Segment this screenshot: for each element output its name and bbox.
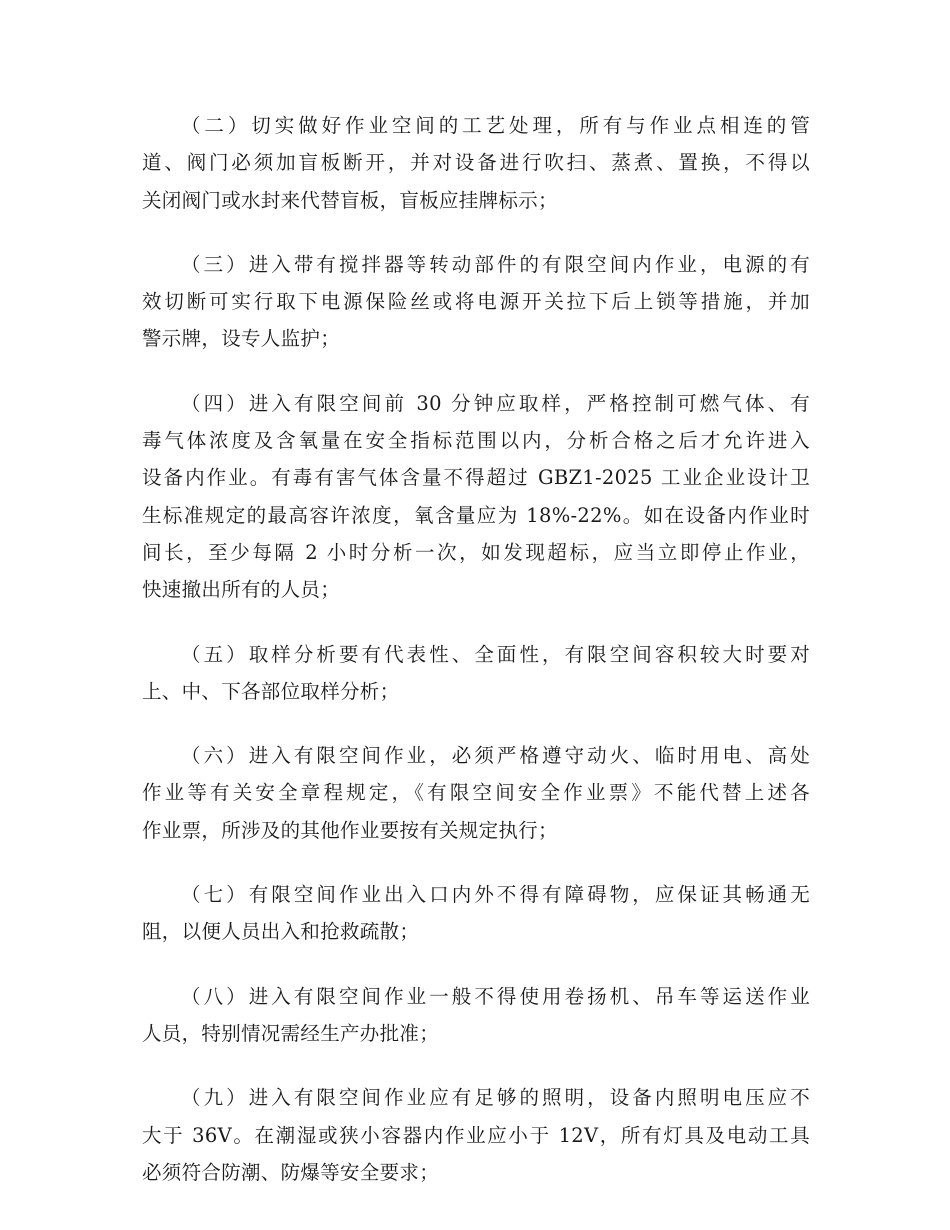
paragraph-line: （三）进入带有搅拌器等转动部件的有限空间内作业，电源的有	[181, 252, 810, 276]
paragraph-9	[142, 1079, 810, 1191]
document-body	[142, 107, 810, 1218]
paragraph-line: 作业票，所涉及的其他作业要按有关规定执行；	[142, 818, 558, 842]
paragraph-line: 上、中、下各部位取样分析；	[142, 679, 400, 703]
paragraph-line: （六）进入有限空间作业，必须严格遵守动火、临时用电、高处	[181, 744, 810, 768]
paragraph-4	[142, 385, 810, 609]
paragraph-line: 作业等有关安全章程规定，《有限空间安全作业票》不能代替上述各	[142, 781, 810, 805]
paragraph-line: 设备内作业。有毒有害气体含量不得超过 GBZ1-2025 工业企业设计卫	[142, 466, 810, 490]
paragraph-7	[142, 876, 810, 951]
paragraph-line: （九）进入有限空间作业应有足够的照明，设备内照明电压应不	[181, 1086, 810, 1110]
paragraph-line: 大于 36V。在潮湿或狭小容器内作业应小于 12V，所有灯具及电动工具	[142, 1123, 810, 1147]
paragraph-line: 间长，至少每隔 2 小时分析一次，如发现超标，应当立即停止作业，	[142, 540, 810, 564]
paragraph-line: （四）进入有限空间前 30 分钟应取样，严格控制可燃气体、有	[181, 391, 810, 415]
paragraph-2	[142, 107, 810, 219]
paragraph-line: 生标准规定的最高容许浓度，氧含量应为 18%-22%。如在设备内作业时	[142, 503, 810, 527]
paragraph-line: 警示牌，设专人监护；	[142, 327, 341, 351]
paragraph-6	[142, 737, 810, 849]
paragraph-line: （五）取样分析要有代表性、全面性，有限空间容积较大时要对	[181, 642, 810, 666]
paragraph-line: （二）切实做好作业空间的工艺处理，所有与作业点相连的管	[181, 114, 810, 137]
paragraph-line: 效切断可实行取下电源保险丝或将电源开关拉下后上锁等措施，并加	[142, 290, 810, 314]
paragraph-line: 阻，以便人员出入和抢救疏散；	[142, 920, 420, 944]
paragraph-3	[142, 246, 810, 358]
paragraph-line: 关闭阀门或水封来代替盲板，盲板应挂牌标示；	[142, 188, 558, 212]
paragraph-line: 道、阀门必须加盲板断开，并对设备进行吹扫、蒸煮、置换，不得以	[142, 151, 810, 175]
paragraph-line: 必须符合防潮、防爆等安全要求；	[142, 1160, 440, 1184]
paragraph-line: 快速撤出所有的人员；	[142, 578, 341, 602]
paragraph-line: （七）有限空间作业出入口内外不得有障碍物，应保证其畅通无	[181, 883, 810, 907]
paragraph-line: 人员，特别情况需经生产办批准；	[142, 1021, 440, 1045]
paragraph-line: 毒气体浓度及含氧量在安全指标范围以内，分析合格之后才允许进入	[142, 429, 810, 453]
paragraph-5	[142, 636, 810, 711]
paragraph-line: （八）进入有限空间作业一般不得使用卷扬机、吊车等运送作业	[181, 984, 810, 1008]
paragraph-8	[142, 978, 810, 1053]
